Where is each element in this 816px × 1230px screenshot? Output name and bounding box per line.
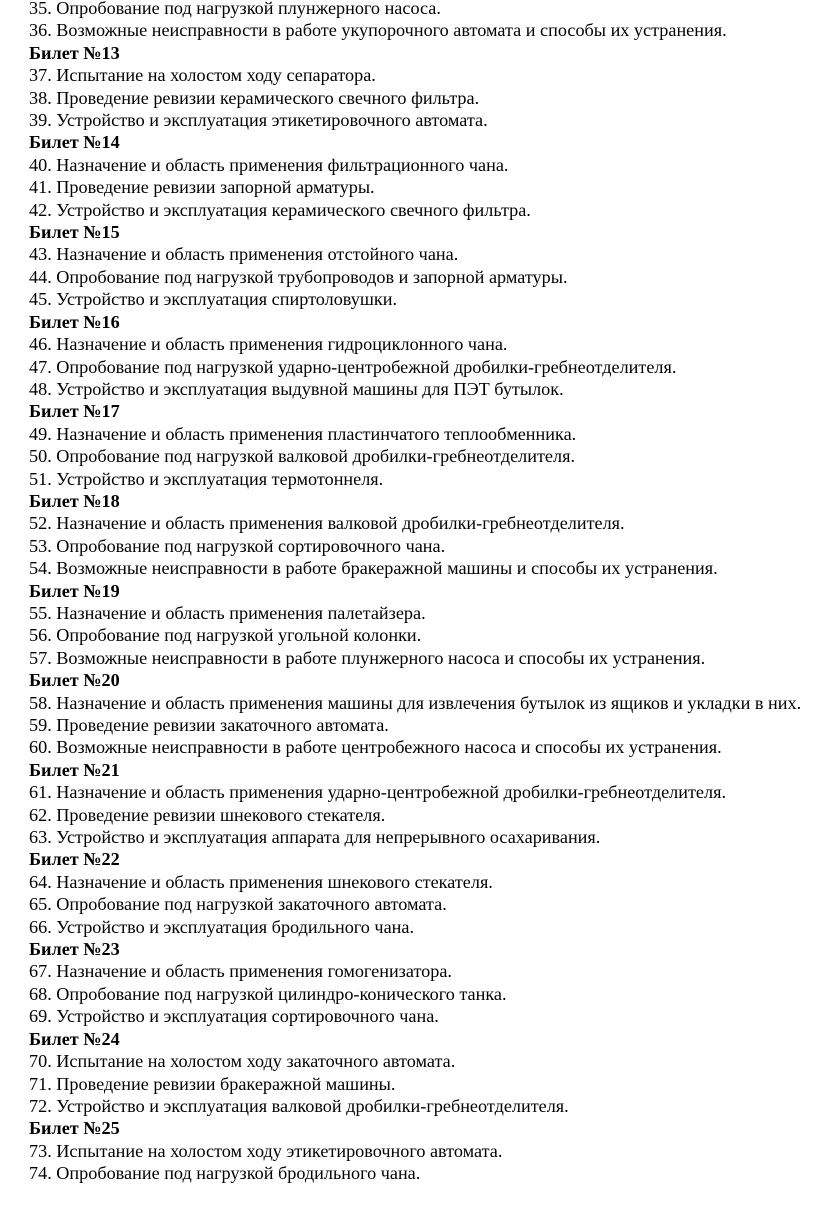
continued-items	[29, 0, 808, 42]
ticket-section	[29, 580, 808, 670]
list-item: 66. Устройство и эксплуатация бродильного чана.	[29, 916, 415, 937]
list-item: 69. Устройство и эксплуатация сортировочного чана.	[29, 1006, 439, 1027]
ticket-section	[29, 311, 808, 401]
list-item: 36. Возможные неисправности в работе укупорочного автомата и способы их устранения.	[29, 20, 727, 41]
list-item: 58. Назначение и область применения машины для извлечения бутылок из ящиков и укладки в них.	[29, 692, 802, 713]
ticket-heading: Билет №13	[29, 42, 120, 63]
list-item: 63. Устройство и эксплуатация аппарата для непрерывного осахаривания.	[29, 827, 601, 848]
list-item: 61. Назначение и область применения ударно-центробежной дробилки-гребнеотделителя.	[29, 782, 726, 803]
list-item: 71. Проведение ревизии бракеражной машины.	[29, 1073, 396, 1094]
ticket-section	[29, 759, 808, 849]
list-item: 70. Испытание на холостом ходу закаточного автомата.	[29, 1051, 456, 1072]
list-item: 38. Проведение ревизии керамического свечного фильтра.	[29, 87, 480, 108]
list-item: 43. Назначение и область применения отстойного чана.	[29, 244, 459, 265]
list-item: 55. Назначение и область применения палетайзера.	[29, 602, 426, 623]
list-item: 62. Проведение ревизии шнекового стекателя.	[29, 804, 386, 825]
list-item: 57. Возможные неисправности в работе плунжерного насоса и способы их устранения.	[29, 647, 706, 668]
list-item: 41. Проведение ревизии запорной арматуры.	[29, 177, 375, 198]
list-item: 46. Назначение и область применения гидроциклонного чана.	[29, 334, 508, 355]
ticket-section	[29, 1117, 808, 1184]
list-item: 73. Испытание на холостом ходу этикетировочного автомата.	[29, 1140, 503, 1161]
list-item: 40. Назначение и область применения фильтрационного чана.	[29, 154, 509, 175]
list-item: 45. Устройство и эксплуатация спиртоловушки.	[29, 289, 397, 310]
list-item: 74. Опробование под нагрузкой бродильного чана.	[29, 1163, 421, 1184]
ticket-heading: Билет №22	[29, 849, 120, 870]
list-item: 53. Опробование под нагрузкой сортировочного чана.	[29, 535, 446, 556]
ticket-heading: Билет №16	[29, 311, 120, 332]
ticket-heading: Билет №14	[29, 132, 120, 153]
ticket-heading: Билет №19	[29, 580, 120, 601]
list-item: 49. Назначение и область применения пластинчатого теплообменника.	[29, 423, 577, 444]
ticket-section	[29, 490, 808, 580]
list-item: 37. Испытание на холостом ходу сепаратора.	[29, 65, 376, 86]
list-item: 39. Устройство и эксплуатация этикетировочного автомата.	[29, 110, 488, 131]
ticket-section	[29, 938, 808, 1028]
ticket-section	[29, 221, 808, 311]
list-item: 68. Опробование под нагрузкой цилиндро-конического танка.	[29, 983, 507, 1004]
ticket-heading: Билет №20	[29, 670, 120, 691]
ticket-heading: Билет №25	[29, 1118, 120, 1139]
list-item: 64. Назначение и область применения шнекового стекателя.	[29, 871, 493, 892]
list-item: 44. Опробование под нагрузкой трубопроводов и запорной арматуры.	[29, 266, 568, 287]
ticket-section	[29, 848, 808, 938]
list-item: 35. Опробование под нагрузкой плунжерного насоса.	[29, 0, 441, 18]
ticket-heading: Билет №18	[29, 490, 120, 511]
list-item: 42. Устройство и эксплуатация керамического свечного фильтра.	[29, 199, 531, 220]
ticket-section	[29, 400, 808, 490]
ticket-heading: Билет №23	[29, 939, 120, 960]
list-item: 56. Опробование под нагрузкой угольной колонки.	[29, 625, 422, 646]
list-item: 52. Назначение и область применения валковой дробилки-гребнеотделителя.	[29, 513, 625, 534]
list-item: 72. Устройство и эксплуатация валковой дробилки-гребнеотделителя.	[29, 1095, 569, 1116]
list-item: 47. Опробование под нагрузкой ударно-центробежной дробилки-гребнеотделителя.	[29, 356, 677, 377]
ticket-section	[29, 131, 808, 221]
list-item: 50. Опробование под нагрузкой валковой дробилки-гребнеотделителя.	[29, 446, 575, 467]
list-item: 67. Назначение и область применения гомогенизатора.	[29, 961, 452, 982]
list-item: 65. Опробование под нагрузкой закаточного автомата.	[29, 894, 447, 915]
ticket-heading: Билет №15	[29, 222, 120, 243]
ticket-section	[29, 669, 808, 759]
list-item: 54. Возможные неисправности в работе бракеражной машины и способы их устранения.	[29, 558, 718, 579]
ticket-heading: Билет №17	[29, 401, 120, 422]
list-item: 51. Устройство и эксплуатация термотоннеля.	[29, 468, 384, 489]
list-item: 48. Устройство и эксплуатация выдувной машины для ПЭТ бутылок.	[29, 378, 564, 399]
ticket-section	[29, 1028, 808, 1118]
list-item: 60. Возможные неисправности в работе центробежного насоса и способы их устранения.	[29, 737, 722, 758]
ticket-section	[29, 42, 808, 132]
list-item: 59. Проведение ревизии закаточного автомата.	[29, 715, 389, 735]
ticket-list	[29, 42, 808, 1185]
ticket-heading: Билет №24	[29, 1028, 120, 1049]
ticket-heading: Билет №21	[29, 759, 120, 780]
